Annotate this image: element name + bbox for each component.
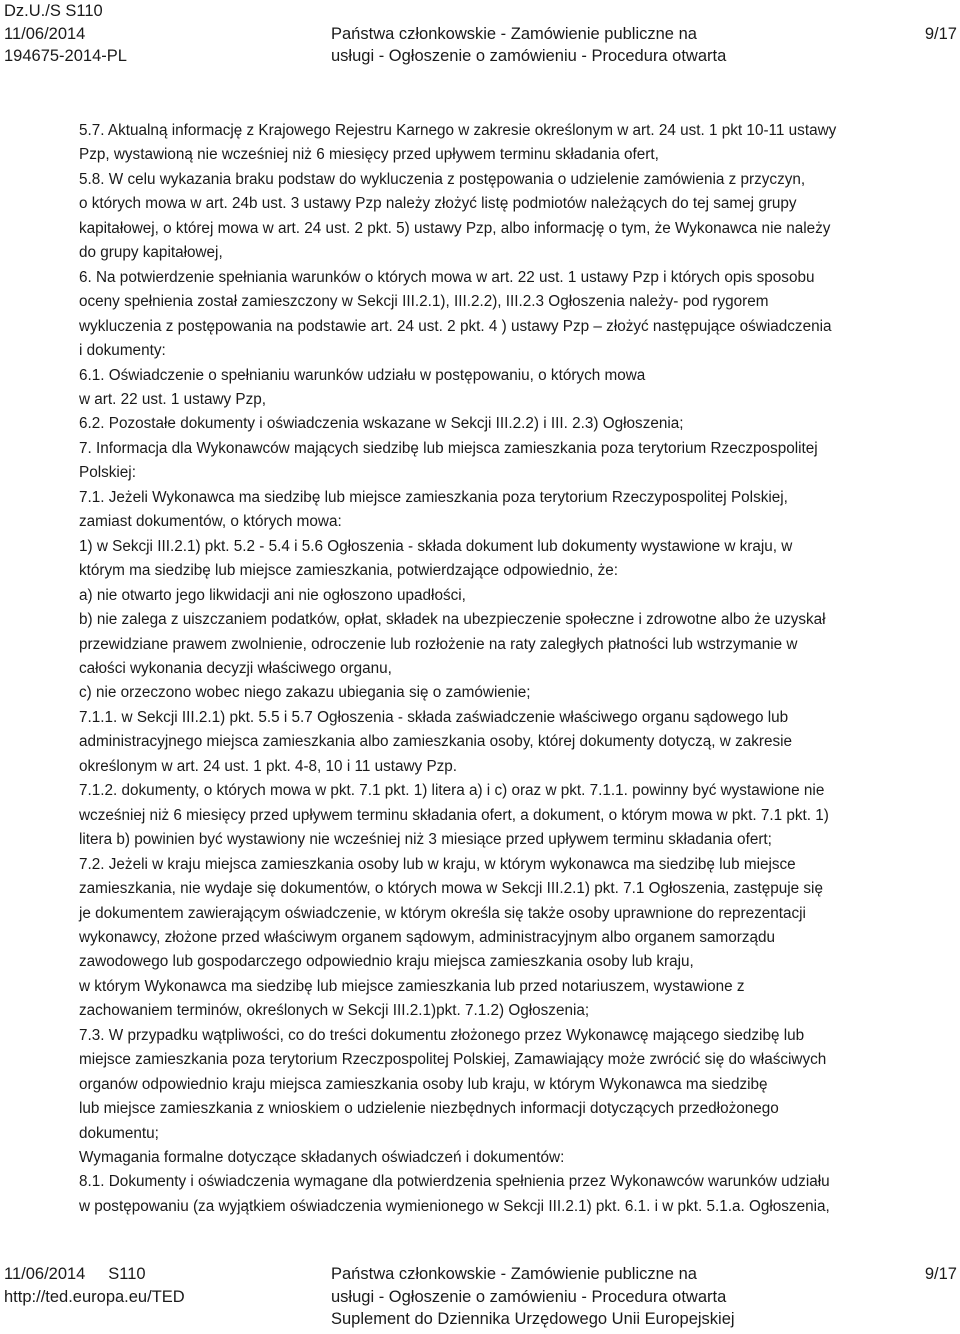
header-right [925, 0, 957, 45]
page-number: 9/17 [924, 24, 957, 43]
text-line: 7.1. Jeżeli Wykonawca ma siedzibę lub miejsce zamieszkania poza terytorium Rzeczypospolitej Polskiej, [79, 488, 788, 506]
text-line: dokumentu; [79, 1124, 159, 1142]
text-line: wykonawcy, złożone przed właściwym organem sądowym, administracyjnym albo organem samorządu [79, 928, 776, 946]
text-line: 7.3. W przypadku wątpliwości, co do treści dokumentu złożonego przez Wykonawcę mającego siedzibę lub [79, 1026, 805, 1044]
header-center [331, 0, 781, 68]
text-line: Polskiej: [79, 464, 136, 482]
text-line: b) nie zalega z uiszczaniem podatków, opłat, składek na ubezpieczenie społeczne i zdrowotne albo że uzyskał [79, 611, 826, 629]
text-line: wcześniej niż 6 miesięcy przed upływem terminu składania ofert, a dokument, o którym mowa w pkt. 7.1 pkt. 1) [79, 806, 829, 824]
footer-supplement: Suplement do Dziennika Urzędowego Unii Europejskiej [331, 1310, 735, 1328]
text-line: 6.2. Pozostałe dokumenty i oświadczenia wskazane w Sekcji III.2.2) i III. 2.3) Ogłoszenia; [79, 415, 684, 433]
text-line: administracyjnego miejsca zamieszkania albo zamieszkania osoby, której dokumenty dotyczą, w zakresie [79, 733, 793, 751]
footer-url: http://ted.europa.eu/TED [4, 1287, 185, 1306]
footer-left [4, 1263, 185, 1308]
text-line: Pzp, wystawioną nie wcześniej niż 6 miesięcy przed upływem terminu składania ofert, [79, 146, 659, 164]
text-line: 7.1.1. w Sekcji III.2.1) pkt. 5.5 i 5.7 Ogłoszenia - składa zaświadczenie właściwego organu sądowego lub [79, 708, 789, 726]
notice-number: 194675-2014-PL [4, 47, 127, 65]
text-line: zachowaniem terminów, określonych w Sekcji III.2.1)pkt. 7.1.2) Ogłoszenia; [79, 1002, 590, 1020]
header-left [4, 0, 127, 68]
footer-title-line-2: usługi - Ogłoszenie o zamówieniu - Procedura otwarta [331, 1287, 727, 1306]
text-line: 7. Informacja dla Wykonawców mających siedzibę lub miejsca zamieszkania poza terytorium Rzeczpospolitej [79, 439, 818, 457]
text-line: Wymagania formalne dotyczące składanych oświadczeń i dokumentów: [79, 1149, 565, 1167]
text-line: c) nie orzeczono wobec niego zakazu ubiegania się o zamówienie; [79, 684, 531, 702]
text-line: lub miejsce zamieszkania z wnioskiem o udzielenie niezbędnych informacji dotyczących przedłożonego [79, 1100, 779, 1118]
text-line: 8.1. Dokumenty i oświadczenia wymagane dla potwierdzenia spełnienia przez Wykonawców warunków udziału [79, 1173, 830, 1191]
text-line: określonym w art. 24 ust. 1 pkt. 4-8, 10 i 11 ustawy Pzp. [79, 757, 458, 775]
text-line: 7.2. Jeżeli w kraju miejsca zamieszkania osoby lub w kraju, w którym wykonawca ma siedzibę lub miejsce [79, 855, 796, 873]
text-line: w postępowaniu (za wyjątkiem oświadczenia wymienionego w Sekcji III.2.1) pkt. 6.1. i w pkt. 5.1.a. Ogłoszenia, [79, 1197, 830, 1215]
text-line: miejsce zamieszkania poza terytorium Rzeczpospolitej Polskiej, Zamawiający może zwrócić się do właściwych [79, 1051, 827, 1069]
footer-page-number: 9/17 [924, 1265, 957, 1283]
text-line: je dokumentem zawierającym oświadczenie, w którym określa się także osoby uprawnione do reprezentacji [79, 904, 806, 922]
text-line: 7.1.2. dokumenty, o których mowa w pkt. 7.1 pkt. 1) litera a) i c) oraz w pkt. 7.1.1. powinny być wystawione nie [79, 782, 825, 800]
text-line: kapitałowej, o której mowa w art. 24 ust. 2 pkt. 5) ustawy Pzp, albo informację o tym, że Wykonawca nie należy [79, 219, 831, 237]
text-line: organów odpowiednio kraju miejsca zamieszkania osoby lub kraju, w którym Wykonawca ma siedzibę [79, 1075, 768, 1093]
text-line: 5.7. Aktualną informację z Krajowego Rejestru Karnego w zakresie określonym w art. 24 ust. 1 pkt 10-11 ustawy [79, 122, 837, 139]
text-line: zamiast dokumentów, o których mowa: [79, 513, 342, 531]
footer-center [331, 1263, 781, 1331]
text-line: 6.1. Oświadczenie o spełnianiu warunków udziału w postępowaniu, o których mowa [79, 366, 646, 384]
text-line: w art. 22 ust. 1 ustawy Pzp, [79, 390, 267, 408]
text-line: którym ma siedzibę lub miejsce zamieszkania, potwierdzające odpowiednio, że: [79, 562, 619, 580]
text-line: 5.8. W celu wykazania braku podstaw do wykluczenia z postępowania o udzielenie zamówienia z przyczyn, [79, 170, 806, 188]
text-line: o których mowa w art. 24b ust. 3 ustawy Pzp należy złożyć listę podmiotów należących do tej samej grupy [79, 195, 797, 213]
text-line: zamieszkania, nie wydaje się dokumentów, o których mowa w Sekcji III.2.1) pkt. 7.1 Ogłoszenia, zastępuje się [79, 880, 823, 898]
footer-date-series: 11/06/2014 S110 [4, 1265, 146, 1283]
text-line: wykluczenia z postępowania na podstawie art. 24 ust. 2 pkt. 4 ) ustawy Pzp – złożyć następujące oświadczenia [79, 317, 832, 335]
header-title-line-2: usługi - Ogłoszenie o zamówieniu - Procedura otwarta [331, 47, 727, 65]
text-line: 1) w Sekcji III.2.1) pkt. 5.2 - 5.4 i 5.6 Ogłoszenia - składa dokument lub dokumenty wystawione w kraju, w [79, 537, 793, 555]
text-line: litera b) powinien być wystawiony nie wcześniej niż 3 miesiące przed upływem terminu składania ofert; [79, 831, 772, 849]
text-line: całości wykonania decyzji właściwego organu, [79, 659, 392, 677]
footer-title-line-1: Państwa członkowskie - Zamówienie publiczne na [331, 1265, 697, 1283]
document-body [79, 119, 955, 1219]
text-line: i dokumenty: [79, 342, 166, 360]
header-title-line-1: Państwa członkowskie - Zamówienie publiczne na [331, 24, 697, 43]
text-line: w którym Wykonawca ma siedzibę lub miejsce zamieszkania lub przed notariuszem, wystawione z [79, 977, 745, 995]
text-line: przewidziane prawem zwolnienie, odroczenie lub rozłożenie na raty zaległych płatności lub wstrzymanie w [79, 635, 798, 653]
text-line: oceny spełnienia został zamieszczony w Sekcji III.2.1), III.2.2), III.2.3 Ogłoszenia należy- pod rygorem [79, 293, 769, 311]
text-line: a) nie otwarto jego likwidacji ani nie ogłoszono upadłości, [79, 586, 466, 604]
footer-right [925, 1263, 957, 1286]
text-line: zawodowego lub gospodarczego odpowiednio kraju miejsca zamieszkania osoby lub kraju, [79, 953, 694, 971]
text-line: 6. Na potwierdzenie spełniania warunków o których mowa w art. 22 ust. 1 ustawy Pzp i których opis sposobu [79, 268, 815, 286]
journal-reference: Dz.U./S S110 [4, 2, 103, 20]
publication-date: 11/06/2014 [4, 24, 86, 43]
text-line: do grupy kapitałowej, [79, 244, 223, 262]
